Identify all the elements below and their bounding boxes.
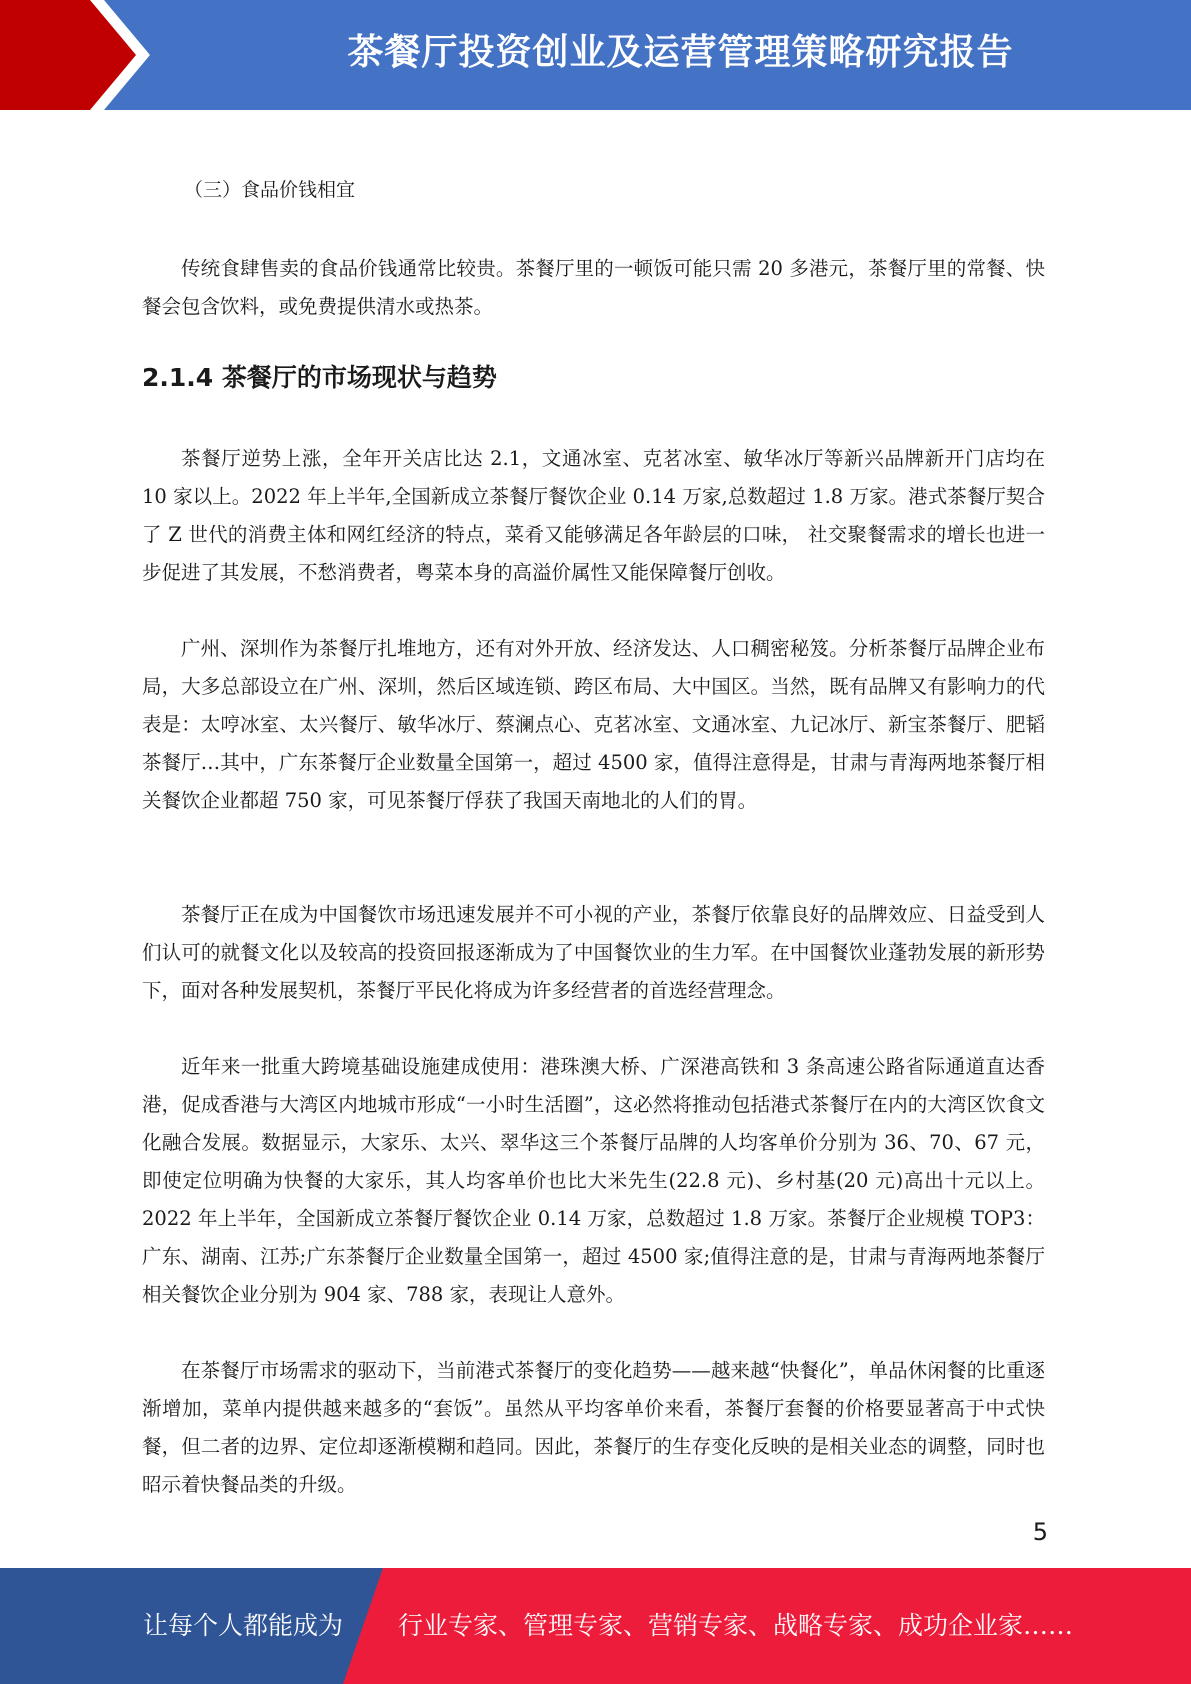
sub-heading: （三）食品价钱相宜 (184, 179, 356, 201)
intro-paragraph: 传统食肆售卖的食品价钱通常比较贵。茶餐厅里的一顿饭可能只需 20 多港元，茶餐厅里的常餐、快餐会包含饮料，或免费提供清水或热茶。 (142, 257, 1045, 318)
body-paragraph-1: 茶餐厅逆势上涨，全年开关店比达 2.1，文通冰室、克茗冰室、敏华冰厅等新兴品牌新开门店均在 10 家以上。2022 年上半年,全国新成立茶餐厅餐饮企业 0.14 万家,总数超过 1.8 万家。港式茶餐厅契合了 Z 世代的消费主体和网红经济的特点，菜肴又能够满足各年龄层的口味， 社交聚餐需求的增长也进一步促进了其发展，不愁消费者，粤菜本身的高溢价属性又能保障餐厅创收。 (142, 447, 1045, 584)
body-paragraph-4: 近年来一批重大跨境基础设施建成使用：港珠澳大桥、广深港高铁和 3 条高速公路省际通道直达香港，促成香港与大湾区内地城市形成“一小时生活圈”，这必然将推动包括港式茶餐厅在内的大湾区饮食文化融合发展。数据显示，大家乐、太兴、翠华这三个茶餐厅品牌的人均客单价分别为 36、70、67 元，即使定位明确为快餐的大家乐，其人均客单价也比大米先生(22.8 元)、乡村基(20 元)高出十元以上。2022 年上半年，全国新成立茶餐厅餐饮企业 0.14 万家，总数超过 1.8 万家。茶餐厅企业规模 TOP3：广东、湖南、江苏;广东茶餐厅企业数量全国第一，超过 4500 家;值得注意的是，甘肃与青海两地茶餐厅相关餐饮企业分别为 904 家、788 家，表现让人意外。 (142, 1055, 1045, 1306)
body-paragraph-5: 在茶餐厅市场需求的驱动下，当前港式茶餐厅的变化趋势——越来越“快餐化”，单品休闲餐的比重逐渐增加，菜单内提供越来越多的“套饭”。虽然从平均客单价来看，茶餐厅套餐的价格要显著高于中式快餐，但二者的边界、定位却逐渐模糊和趋同。因此，茶餐厅的生存变化反映的是相关业态的调整，同时也昭示着快餐品类的升级。 (142, 1359, 1045, 1496)
header-chevron-graphic (0, 0, 200, 110)
page-number: 5 (1032, 1518, 1048, 1546)
report-title: 茶餐厅投资创业及运营管理策略研究报告 (347, 32, 1014, 73)
footer-slogan-left: 让每个人都能成为 (143, 1611, 344, 1640)
section-heading: 2.1.4 茶餐厅的市场现状与趋势 (142, 363, 497, 392)
page-header (0, 0, 1191, 110)
body-paragraph-2: 广州、深圳作为茶餐厅扎堆地方，还有对外开放、经济发达、人口稠密秘笈。分析茶餐厅品牌企业布局，大多总部设立在广州、深圳，然后区域连锁、跨区布局、大中国区。当然，既有品牌又有影响力的代表是：太哼冰室、太兴餐厅、敏华冰厅、蔡澜点心、克茗冰室、文通冰室、九记冰厅、新宝茶餐厅、肥韬茶餐厅…其中，广东茶餐厅企业数量全国第一，超过 4500 家，值得注意得是，甘肃与青海两地茶餐厅相关餐饮企业都超 750 家，可见茶餐厅俘获了我国天南地北的人们的胃。 (142, 637, 1045, 812)
page-footer (0, 1568, 1191, 1684)
body-paragraph-3: 茶餐厅正在成为中国餐饮市场迅速发展并不可小视的产业，茶餐厅依靠良好的品牌效应、日益受到人们认可的就餐文化以及较高的投资回报逐渐成为了中国餐饮业的生力军。在中国餐饮业蓬勃发展的新形势下，面对各种发展契机，茶餐厅平民化将成为许多经营者的首选经营理念。 (142, 903, 1045, 1002)
footer-slogan-right: 行业专家、管理专家、营销专家、战略专家、成功企业家…… (398, 1611, 1074, 1640)
